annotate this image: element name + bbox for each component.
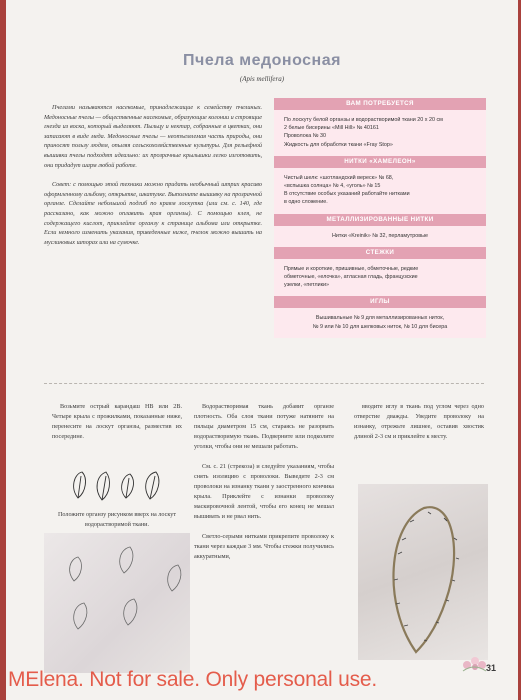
step-paragraph: См. с. 21 (стрекоза) и следуйте указаниям, чтобы снять изоляцию с проволоки. Выведите 2-3 см проволоки на изнанку ткани у заостренного кончика крыла. Приклейте с изнанки проволоку маскировочной лентой, чтобы его конец не мешал вышивать и не рвал нить.: [194, 463, 334, 520]
section-line: Жидкость для обработки ткани «Fray Stop»: [284, 141, 393, 148]
section-line: Вышивальные № 9 для металлизированных ниток,: [315, 315, 445, 322]
instructions-column-1: [52, 402, 182, 452]
section-heading: ВАМ ПОТРЕБУЕТСЯ: [274, 98, 486, 110]
watermark-text: MElena. Not for sale. Only personal use.: [8, 668, 378, 691]
instructions-column-3: [354, 402, 484, 452]
step-paragraph: Положите органзу рисунком вверх на лоскут водорастворимой ткани.: [57, 511, 177, 528]
wing-templates-illustration: [68, 468, 173, 504]
book-page: [6, 0, 518, 700]
section-heading: СТЕЖКИ: [274, 247, 486, 259]
instructions-column-2: [194, 402, 334, 572]
traced-wings-drawing: [44, 533, 190, 673]
section-heading: ИГЛЫ: [274, 296, 486, 308]
section-line: узелки, «петлики»: [284, 282, 330, 289]
organza-on-fabric-photo: [44, 533, 190, 673]
section-body: [274, 110, 486, 156]
section-heading: НИТКИ «ХАМЕЛЕОН»: [274, 156, 486, 168]
wire-wing-drawing: [358, 484, 488, 660]
intro-paragraph: Пчелами называются насекомые, принадлежащие к семейству пчелиных. Медоносные пчелы — общественные насекомые, образующие колонии и строящие гнезда из воска, который выделяют. Пыльцу и нектар, собранные в цветках, они запасают в виде меда. Медоносные пчелы — неотъемлемая часть природы, они приносят пользу людям, опыляя сельскохозяйственные культуры. Для рельефной вышивки пчелы подходят идеально: их прозрачные крылышки легко изготовить, они придадут шарм любой работе.: [44, 104, 262, 169]
tip-paragraph: Совет: с помощью этой техники можно придать необычный штрих красиво оформленному альбому, открытке, шкатулке. Выполните вышивку на прозрачной органзе. Сделайте небольшой подгиб по краям лоскутка (или см. с. 140, где рассказано, как можно оплавить края органзы). С помощью клея, не содержащего кислот, приклейте органзу к странице альбома или открытке. Если немного изменить указания, приведенные ниже, пчелок можно вышить на муслиновых шторах или на сумочке.: [44, 181, 262, 246]
step-paragraph: Водорастворимая ткань добавит органзе плотность. Оба слоя ткани потуже натяните на пяльцы диаметром 15 см, стараясь не разорвать водорастворимую ткань. Подверните или подколите уголки, чтобы они не мешали работать.: [194, 403, 334, 450]
section-body: [274, 308, 486, 337]
section-line: 2 белые бисерины «Mill Hill» № 40161: [284, 125, 379, 132]
section-divider: [44, 383, 484, 384]
intro-text: [44, 103, 262, 257]
section-line: Чистый шелк: «шотландский вереск» № 68,: [284, 174, 394, 181]
section-body: [274, 168, 486, 214]
materials-panel: [274, 98, 486, 338]
section-line: в одно сложение.: [284, 199, 328, 206]
section-line: № 9 или № 10 для шелковых ниток, № 10 для бисера: [312, 323, 448, 330]
wing-outline-icon: [146, 472, 159, 499]
section-body: [274, 259, 486, 297]
section-line: Нитки «Kreinik» № 32, перламутровые: [331, 232, 429, 239]
page-title: Пчела медоносная: [183, 52, 341, 69]
section-line: В отсутствие особых указаний работайте нитками: [284, 191, 410, 198]
section-heading: МЕТАЛЛИЗИРОВАННЫЕ НИТКИ: [274, 214, 486, 226]
section-line: По лоскуту белой органзы и водорастворимой ткани 20 х 20 см: [284, 117, 443, 123]
section-line: Проволока № 30: [284, 133, 327, 140]
page-number: 31: [486, 663, 497, 673]
section-line: Прямые и короткие, пришивные, обметочные, редкие: [284, 265, 419, 272]
step-paragraph: Светло-серыми нитками прикрепите проволоку к ткани через каждые 3 мм. Чтобы стежки получились аккуратными,: [194, 533, 334, 560]
section-line: обметочные, «елочка», атласная гладь, французские: [284, 274, 418, 281]
step-paragraph: вводите иглу в ткань под углом через одно отверстие дважды. Уведите проволоку на изнанку, отрежьте лишнее, оставив хвостик длиной 2-3 см и приклейте к месту.: [354, 403, 484, 440]
wire-wing-photo: [358, 484, 488, 660]
section-line: «вспышка солнца» № 4, «уголь» № 15: [284, 183, 381, 190]
section-body: [274, 226, 486, 247]
wing-outline-icon: [97, 472, 109, 500]
step-paragraph: Возьмите острый карандаш HB или 2B. Четыре крыла с прожилками, показанные ниже, перенесите на лоскут органзы, разместив их посередине.: [52, 403, 182, 440]
latin-name: (Apis mellifera): [239, 75, 285, 83]
